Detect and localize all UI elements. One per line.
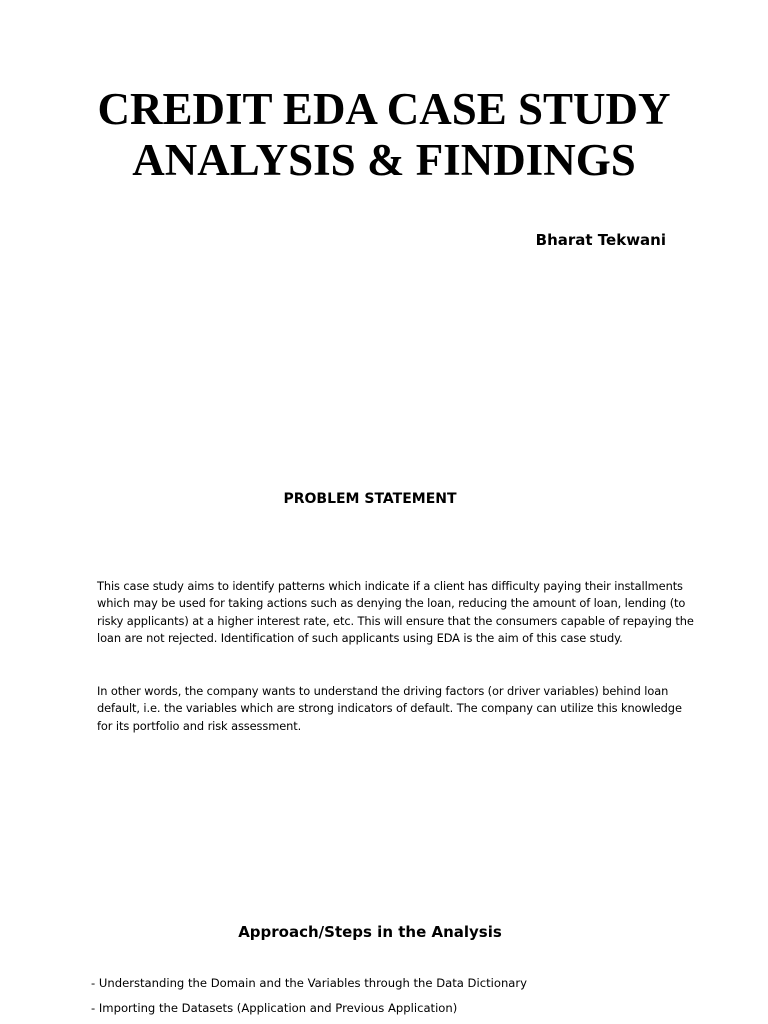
approach-step: - Understanding the Domain and the Variables through the Data Dictionary bbox=[91, 971, 527, 996]
document-title bbox=[0, 84, 768, 186]
problem-paragraph-2: In other words, the company wants to understand the driving factors (or driver variables) behind loan default, i.e. the variables which are strong indicators of default. The company can utilize this knowledge for its portfolio and risk assessment. bbox=[97, 684, 682, 733]
approach-heading: Approach/Steps in the Analysis bbox=[238, 923, 502, 941]
problem-statement-heading: PROBLEM STATEMENT bbox=[283, 491, 457, 507]
title-line-1: CREDIT EDA CASE STUDY bbox=[97, 84, 671, 134]
title-line-2: ANALYSIS & FINDINGS bbox=[132, 135, 636, 185]
author-name: Bharat Tekwani bbox=[535, 231, 666, 249]
approach-steps-list bbox=[91, 971, 527, 1021]
approach-step: - Importing the Datasets (Application and Previous Application) bbox=[91, 996, 527, 1021]
problem-paragraph-1: This case study aims to identify patterns which indicate if a client has difficulty paying their installments which may be used for taking actions such as denying the loan, reducing the amount of loan, lending (to risky applicants) at a higher interest rate, etc. This will ensure that the consumers capable of repaying the loan are not rejected. Identification of such applicants using EDA is the aim of this case study. bbox=[97, 579, 694, 645]
